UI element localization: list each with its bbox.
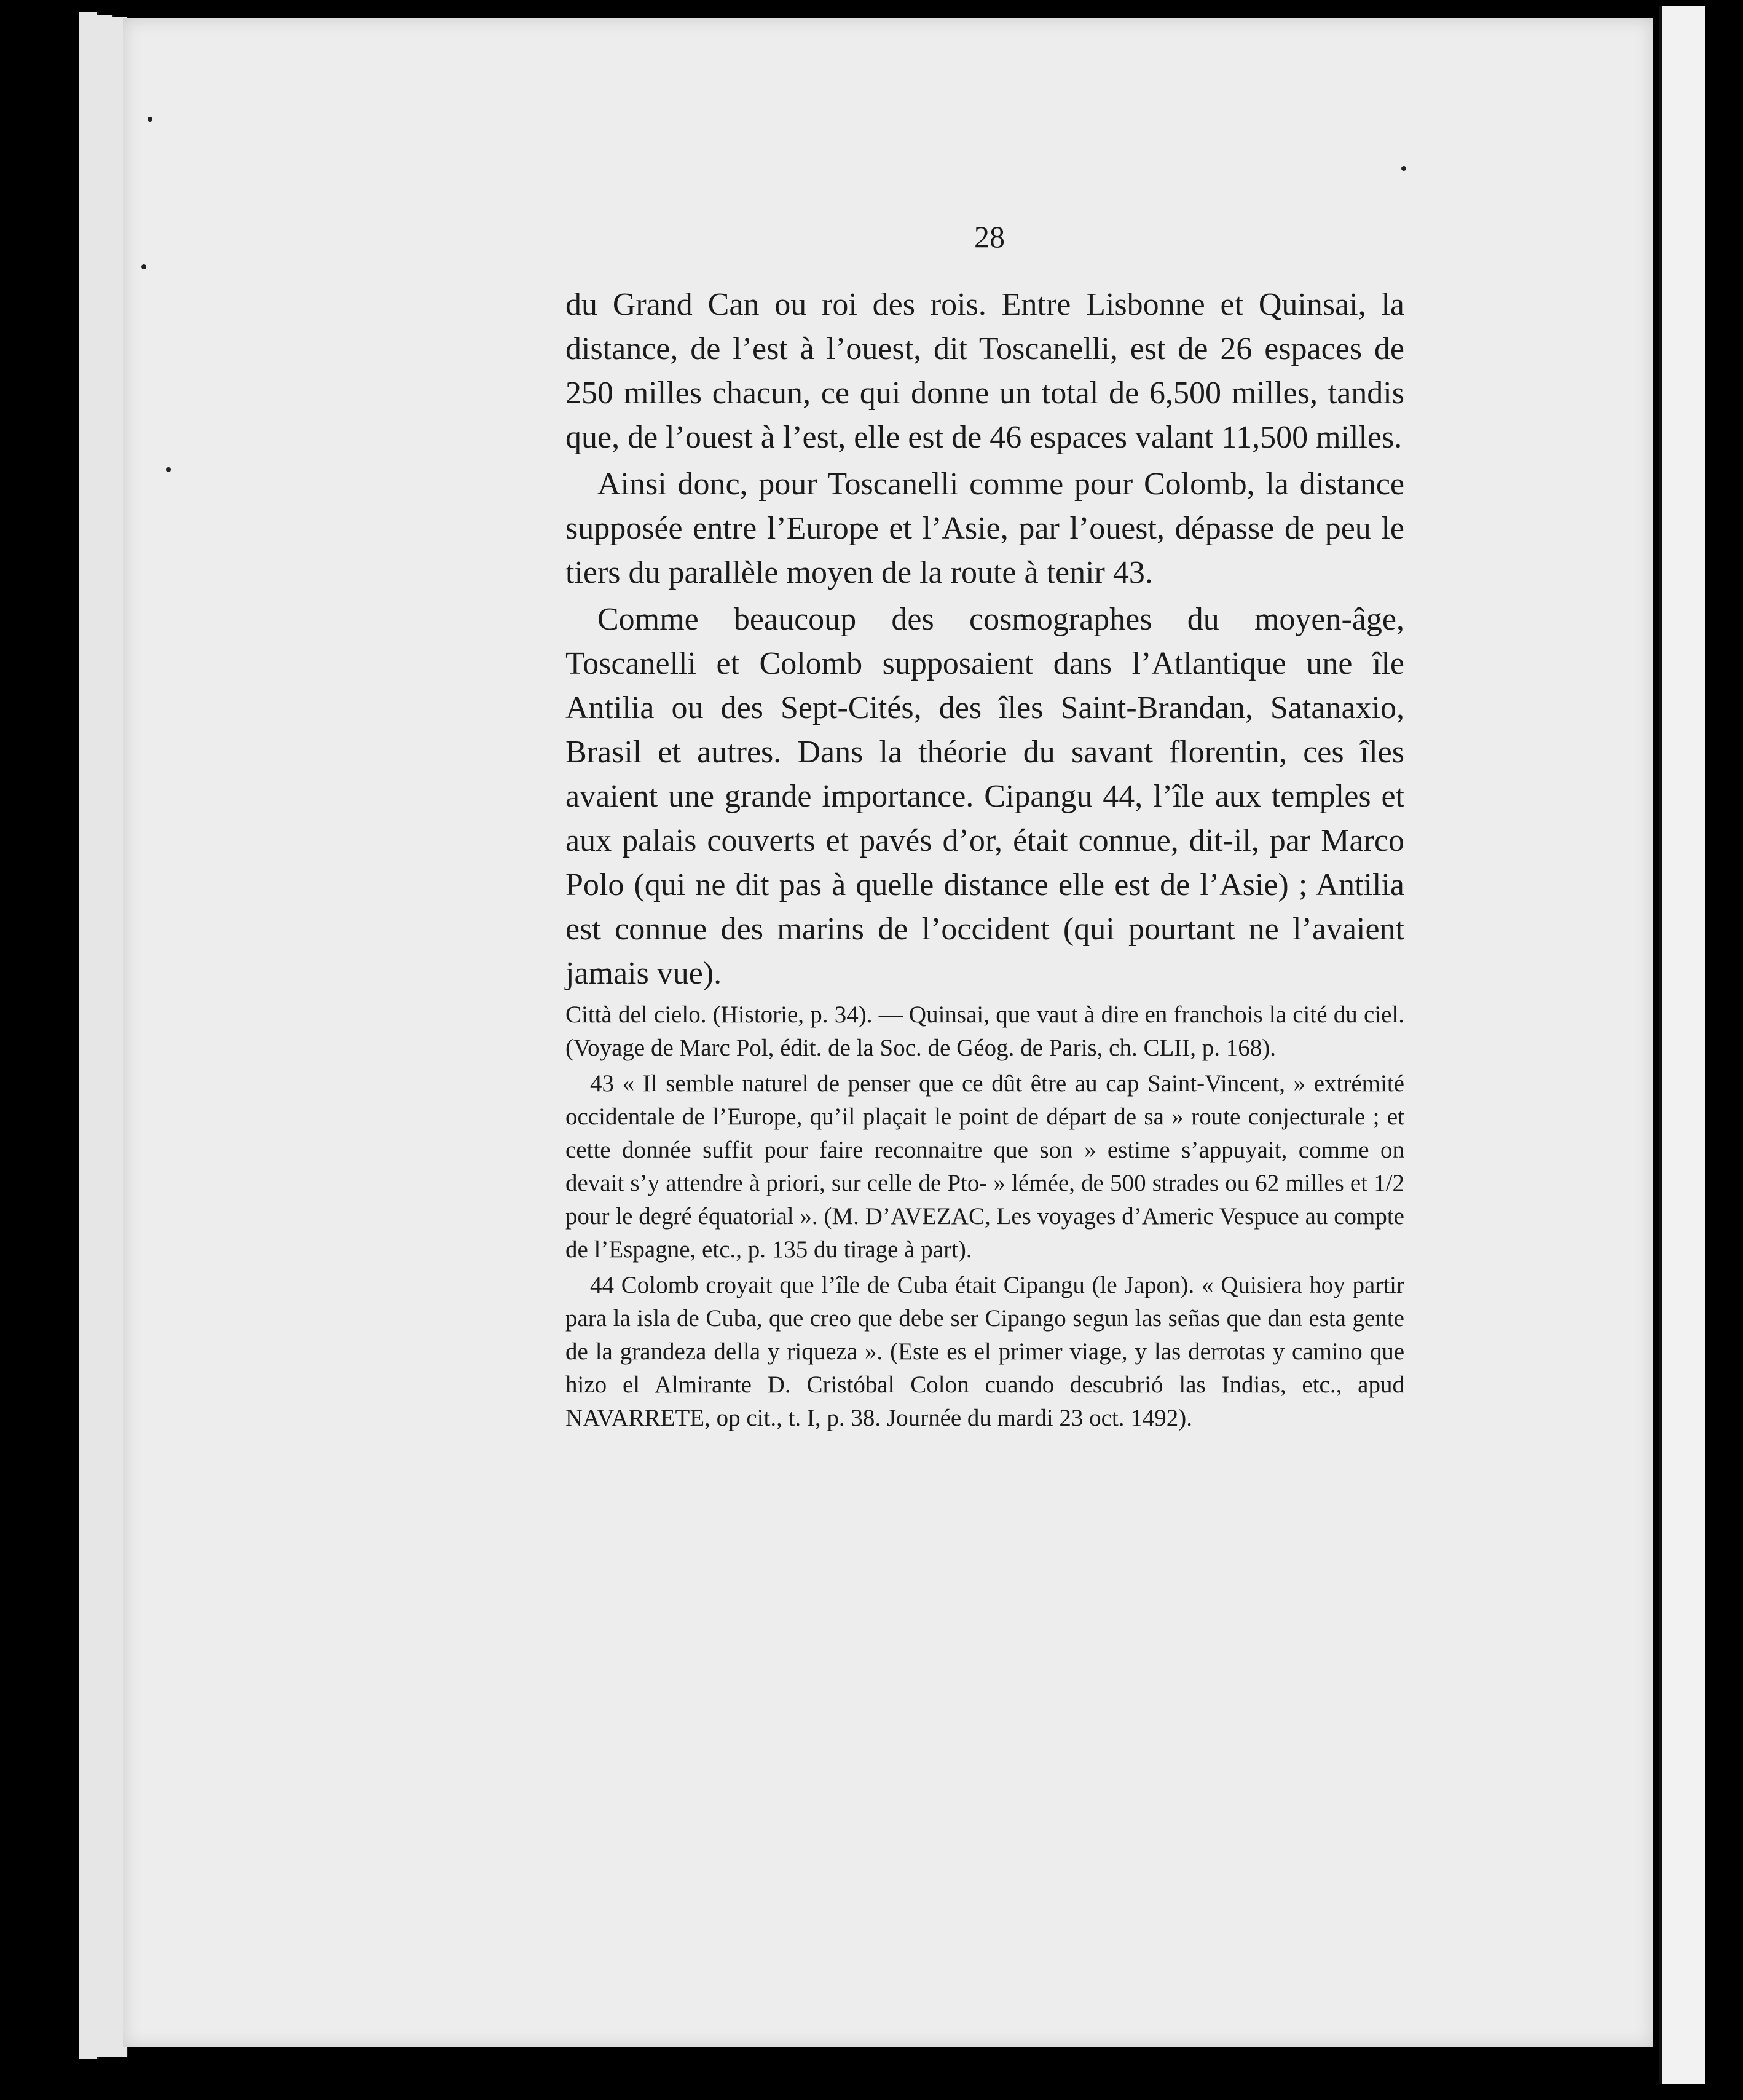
footnote: 44 Colomb croyait que l’île de Cuba était Cipangu (le Japon). « Quisiera hoy partir para la isla de Cuba, que creo que debe ser Cipango segun las señas que dan esta gente de la grandeza della y riqueza ». (Este es el primer viage, y las derrotas y camino que hizo el Almirante D. Cristóbal Colon cuando descubrió las Indias, etc., apud NAVARRETE, op cit., t. I, p. 38. Journée du mardi 23 oct. 1492). xyxy=(565,1272,1404,1431)
paragraph: Comme beaucoup des cosmographes du moyen-âge, Toscanelli et Colomb supposaient dans l’Atlantique une île Antilia ou des Sept-Cités, des îles Saint-Brandan, Satanaxio, Brasil et autres. Dans la théorie du savant florentin, ces îles avaient une grande importance. Cipangu 44, l’île aux temples et aux palais couverts et pavés d’or, était connue, dit-il, par Marco Polo (qui ne dit pas à quelle distance elle est de l’Asie) ; Antilia est connue des marins de l’occident (qui pourtant ne l’avaient jamais vue). xyxy=(565,602,1404,991)
footnote: Città del cielo. (Historie, p. 34). — Quinsai, que vaut à dire en franchois la cité du ciel. (Voyage de Marc Pol, édit. de la Soc. de Géog. de Paris, ch. CLII, p. 168). xyxy=(565,1001,1404,1061)
footnote: 43 « Il semble naturel de penser que ce dût être au cap Saint-Vincent, » extrémité occidentale de l’Europe, qu’il plaçait le point de départ de sa » route conjecturale ; et cette donnée suffit pour faire reconnaitre que son » estime s’appuyait, comme on devait s’y attendre à priori, sur celle de Pto- » lémée, de 500 strades ou 62 milles et 1/2 pour le degré équatorial ». (M. D’AVEZAC, Les voyages d’Americ Vespuce au compte de l’Espagne, etc., p. 135 du tirage à part). xyxy=(565,1070,1404,1263)
footnotes xyxy=(565,998,1404,1437)
speck xyxy=(166,467,171,472)
speck xyxy=(141,264,146,269)
binding-spine xyxy=(1659,6,1705,2084)
paragraph: Ainsi donc, pour Toscanelli comme pour Colomb, la distance supposée entre l’Europe et l’Asie, par l’ouest, dépasse de peu le tiers du parallèle moyen de la route à tenir 43. xyxy=(565,467,1404,590)
speck xyxy=(148,117,152,122)
page-number: 28 xyxy=(974,219,1005,254)
speck xyxy=(1401,166,1406,171)
paragraph: du Grand Can ou roi des rois. Entre Lisbonne et Quinsai, la distance, de l’est à l’ouest, dit Toscanelli, est de 26 espaces de 250 milles chacun, ce qui donne un total de 6,500 milles, tandis que, de l’ouest à l’est, elle est de 46 espaces valant 11,500 milles. xyxy=(565,287,1404,455)
main-text xyxy=(565,283,1404,998)
